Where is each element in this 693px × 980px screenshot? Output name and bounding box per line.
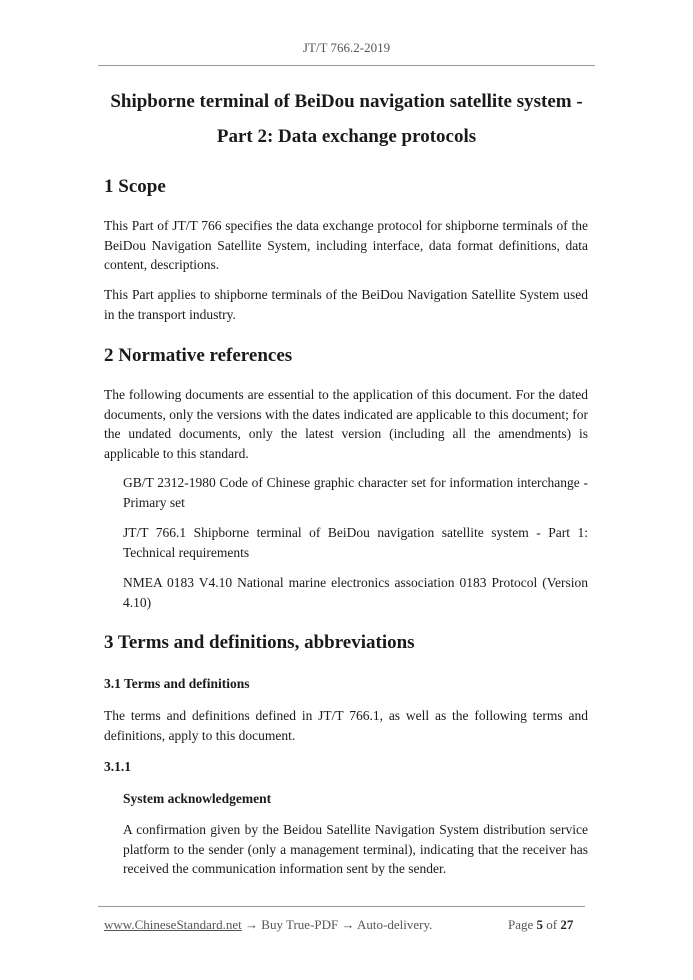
scope-paragraph-1: This Part of JT/T 766 specifies the data exchange protocol for shipborne terminals of the BeiDou Navigation Satellite System, including interface, data format definitions, data content, descriptions. xyxy=(104,218,588,272)
section-heading-scope: 1 Scope xyxy=(104,176,166,197)
page-of-label: of xyxy=(546,917,558,932)
clause-number: 3.1.1 xyxy=(104,759,131,774)
footer-promo xyxy=(104,917,432,933)
page-label: Page xyxy=(508,917,534,932)
document-title-line-1: Shipborne terminal of BeiDou navigation satellite system - xyxy=(110,91,583,112)
running-header: JT/T 766.2-2019 xyxy=(302,40,391,55)
subsection-heading-terms-definitions: 3.1 Terms and definitions xyxy=(104,676,250,691)
current-page: 5 xyxy=(536,917,544,932)
term-definition: A confirmation given by the Beidou Satellite Navigation System distribution service platform to the sender (only a management terminal), indicating that the receiver has received the communication information sent by the sender. xyxy=(123,822,588,876)
total-pages: 27 xyxy=(560,917,574,932)
terms-intro-paragraph: The terms and definitions defined in JT/T 766.1, as well as the following terms and definitions, apply to this document. xyxy=(104,708,588,743)
document-title-line-2: Part 2: Data exchange protocols xyxy=(216,126,477,147)
page-number xyxy=(508,917,573,933)
header-divider xyxy=(98,65,595,66)
section-heading-normative-references: 2 Normative references xyxy=(104,345,293,366)
scope-paragraph-2: This Part applies to shipborne terminals of the BeiDou Navigation Satellite System used in the transport industry. xyxy=(104,287,588,322)
reference-item: NMEA 0183 V4.10 National marine electronics association 0183 Protocol (Version 4.10) xyxy=(123,575,588,610)
footer-divider xyxy=(98,906,585,907)
term-name: System acknowledgement xyxy=(123,791,272,806)
normative-intro-paragraph: The following documents are essential to the application of this document. For the dated documents, only the versions with the dates indicated are applicable to this document; for the undated documents, only the latest version (including all the amendments) is applicable to this standard. xyxy=(104,387,588,461)
footer-promo-text: → Buy True-PDF → Auto-delivery. xyxy=(241,917,433,932)
reference-item: JT/T 766.1 Shipborne terminal of BeiDou navigation satellite system - Part 1: Technical requirements xyxy=(123,525,588,560)
website-link[interactable]: www.ChineseStandard.net xyxy=(104,917,242,932)
reference-item: GB/T 2312-1980 Code of Chinese graphic character set for information interchange - Primary set xyxy=(123,475,588,510)
section-heading-terms: 3 Terms and definitions, abbreviations xyxy=(104,632,415,653)
